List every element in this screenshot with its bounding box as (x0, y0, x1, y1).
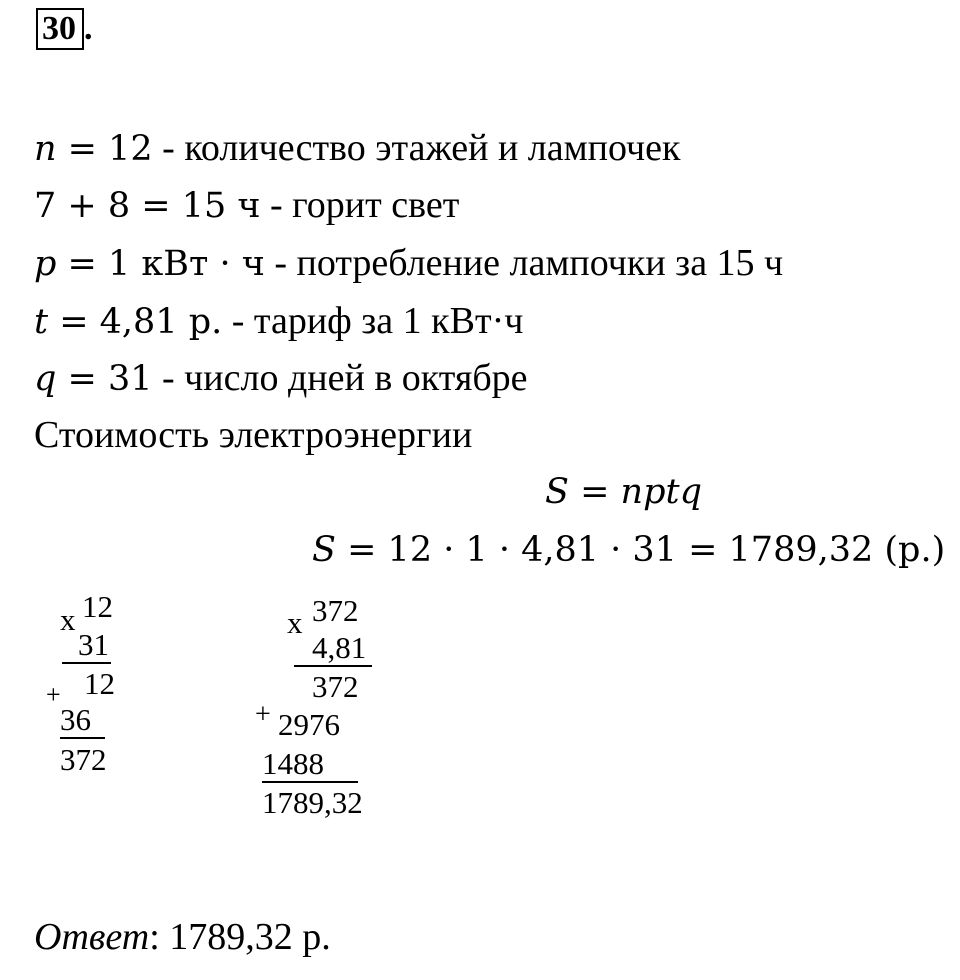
given-line-n (34, 126, 680, 171)
problem-number-dot: . (84, 10, 93, 47)
calc2-partial-2: 2976 (278, 707, 340, 742)
given-desc-p: - потребление лампочки за 15 ч (264, 242, 784, 284)
given-line-t (34, 299, 523, 344)
given-line-p (34, 241, 783, 286)
given-desc-q: - число дней в октябре (152, 357, 528, 399)
given-desc-hours: - горит свет (260, 184, 460, 226)
calc2-multiplicand: 372 (312, 593, 359, 628)
problem-number-value: 30 (42, 10, 76, 47)
cost-heading: Стоимость электроэнергии (34, 414, 473, 456)
calc2-multiplier: 4,81 (294, 631, 372, 667)
calc1-sign-x: x (60, 602, 76, 637)
calc1-result: 372 (60, 742, 107, 777)
calc1-sign-plus: + (46, 680, 61, 709)
calc1-partial-2: 36 (60, 703, 105, 739)
calc2-result: 1789,32 (262, 785, 363, 820)
given-math-t: t = 4,81 р. (34, 302, 223, 342)
answer-colon: : (149, 916, 160, 958)
given-math-n: n = 12 (34, 129, 153, 169)
calc1-partial-1: 12 (84, 666, 115, 701)
given-math-hours: 7 + 8 = 15 ч (34, 186, 261, 226)
given-math-q: q = 31 (34, 359, 153, 399)
calc2-sign-plus: + (255, 699, 271, 730)
calc1-multiplicand: 12 (82, 589, 113, 624)
answer-value: 1789,32 р. (159, 916, 331, 958)
formula-computed: S = 12 · 1 · 4,81 · 31 = 1789,32 (р.) (312, 530, 946, 570)
given-line-q (34, 356, 528, 401)
calc2-sign-x: x (287, 605, 303, 640)
given-line-hours (34, 183, 459, 228)
calc2-partial-1: 372 (312, 669, 359, 704)
given-desc-n: - количество этажей и лампочек (152, 127, 681, 169)
problem-number (36, 8, 93, 50)
problem-number-box (36, 8, 84, 50)
formula-general: S = nptq (545, 472, 702, 512)
answer-label: Ответ (34, 916, 150, 958)
calc1-multiplier: 31 (62, 628, 111, 664)
answer-line (34, 915, 331, 959)
given-desc-t: - тариф за 1 кВт·ч (222, 300, 524, 342)
calc2-partial-3: 1488 (262, 747, 358, 783)
given-math-p: p = 1 кВт · ч (34, 244, 265, 284)
